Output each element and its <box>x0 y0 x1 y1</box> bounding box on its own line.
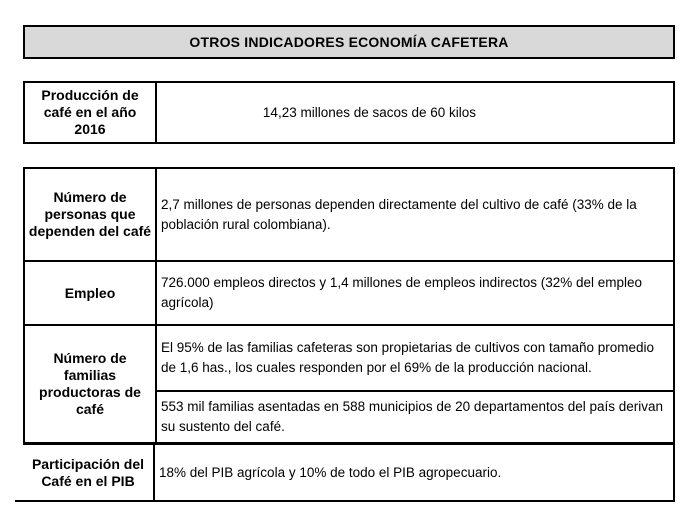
row-value-pib: 18% del PIB agrícola y 10% de todo el PIB agropecuario. <box>159 464 502 480</box>
row-header-personas: Número de personas que dependen del café <box>28 189 152 239</box>
row-value-cell-empleo <box>157 262 673 326</box>
document-title-bar <box>23 25 675 59</box>
row-header-cell-pib <box>23 445 155 500</box>
row-value-empleo: 726.000 empleos directos y 1,4 millones de empleos indirectos (32% del empleo agrícola) <box>161 275 643 310</box>
row-value-cell-personas <box>157 169 673 262</box>
production-header-label: Producción de café en el año 2016 <box>41 87 139 137</box>
row-value-cell-familias-municipios <box>157 392 673 442</box>
production-table <box>23 81 675 144</box>
row-value-cell-familias-propietarias <box>157 326 673 392</box>
row-value-personas: 2,7 millones de personas dependen directamente del cultivo de café (33% de la población rural colombiana). <box>161 196 637 232</box>
document-title: OTROS INDICADORES ECONOMÍA CAFETERA <box>189 34 509 50</box>
row-value-familias-municipios: 553 mil familias asentadas en 588 municipios de 20 departamentos del país derivan su sustento del café. <box>161 399 664 434</box>
row-header-pib: Participación del Café en el PIB <box>31 455 145 489</box>
production-header-cell <box>25 83 157 142</box>
indicators-table <box>23 167 675 445</box>
row-header-empleo: Empleo <box>64 284 116 301</box>
production-value-cell <box>157 83 673 142</box>
row-header-cell-familias <box>25 326 157 442</box>
row-value-cell-pib <box>155 445 673 500</box>
row-header-familias: Número de familias productoras de café <box>39 350 141 417</box>
row-header-cell-empleo <box>25 262 157 326</box>
pib-row <box>23 445 675 502</box>
bottom-border-extension <box>15 500 24 502</box>
row-value-familias-propietarias: El 95% de las familias cafeteras son propietarias de cultivos con tamaño promedio de 1,6 has., los cuales responden por el 69% de la producción nacional. <box>161 340 655 375</box>
production-value-text: 14,23 millones de sacos de 60 kilos <box>262 104 477 120</box>
row-header-cell-personas <box>25 169 157 262</box>
